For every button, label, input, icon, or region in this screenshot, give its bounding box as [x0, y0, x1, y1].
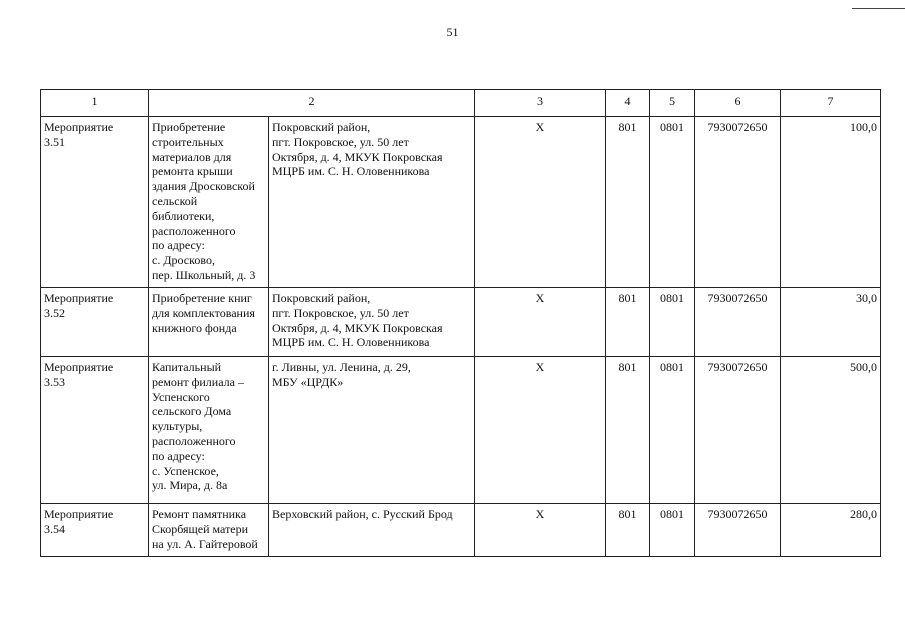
address-cell: [269, 117, 475, 288]
description-line: ремонта крыши: [152, 164, 233, 179]
description-line: пер. Школьный, д. 3: [152, 267, 256, 282]
description-line: на ул. А. Гайтеровой: [152, 536, 258, 551]
description-line: сельской: [152, 193, 198, 208]
address-line: МЦРБ им. С. Н. Оловенникова: [272, 164, 430, 179]
amount-cell: 100,0: [781, 117, 881, 288]
description-line: книжного фонда: [152, 320, 237, 335]
description-line: Успенского: [152, 389, 210, 404]
table-row: [41, 288, 881, 357]
description-line: по адресу:: [152, 448, 205, 463]
scan-edge-line: [852, 8, 905, 9]
event-cell: [41, 117, 149, 288]
description-line: расположенного: [152, 433, 236, 448]
table-row: [41, 357, 881, 504]
page-number: 51: [446, 25, 459, 39]
header-cell-1: 1: [41, 90, 149, 117]
address-line: Покровский район,: [272, 120, 371, 134]
description-line: Скорбящей матери: [152, 521, 249, 536]
address-line: Октября, д. 4, МКУК Покровская: [272, 320, 443, 335]
header-cell-3: 3: [475, 90, 606, 117]
description-line: культуры,: [152, 419, 203, 434]
address-line: Верховский район, с. Русский Брод: [272, 507, 453, 521]
event-cell: [41, 288, 149, 357]
col6-cell: 7930072650: [695, 504, 781, 557]
table-row: [41, 117, 881, 288]
event-number: 3.51: [44, 134, 65, 149]
header-cell-2: 2: [149, 90, 475, 117]
header-cell-5: 5: [650, 90, 695, 117]
event-cell: [41, 504, 149, 557]
event-label: Мероприятие: [44, 360, 114, 374]
address-cell: [269, 504, 475, 557]
col4-cell: 801: [606, 504, 650, 557]
address-line: Октября, д. 4, МКУК Покровская: [272, 149, 443, 164]
amount-cell: 30,0: [781, 288, 881, 357]
description-cell: [149, 357, 269, 504]
description-line: ремонт филиала –: [152, 374, 244, 389]
col3-cell: X: [475, 288, 606, 357]
description-line: библиотеки,: [152, 208, 215, 223]
col5-cell: 0801: [650, 117, 695, 288]
event-cell: [41, 357, 149, 504]
event-number: 3.53: [44, 374, 65, 389]
address-line: МБУ «ЦРДК»: [272, 374, 344, 389]
header-cell-7: 7: [781, 90, 881, 117]
header-row: [41, 90, 881, 117]
event-label: Мероприятие: [44, 291, 114, 305]
table-row: [41, 504, 881, 557]
address-line: г. Ливны, ул. Ленина, д. 29,: [272, 360, 411, 374]
description-line: с. Дросково,: [152, 253, 215, 268]
col4-cell: 801: [606, 357, 650, 504]
col4-cell: 801: [606, 117, 650, 288]
col3-cell: X: [475, 357, 606, 504]
description-line: Приобретение книг: [152, 291, 252, 305]
description-line: строительных: [152, 134, 224, 149]
col5-cell: 0801: [650, 288, 695, 357]
amount-cell: 500,0: [781, 357, 881, 504]
event-label: Мероприятие: [44, 120, 114, 134]
address-cell: [269, 288, 475, 357]
col6-cell: 7930072650: [695, 357, 781, 504]
col4-cell: 801: [606, 288, 650, 357]
description-line: с. Успенское,: [152, 463, 219, 478]
description-cell: [149, 288, 269, 357]
description-line: для комплектования: [152, 305, 255, 320]
description-cell: [149, 504, 269, 557]
address-line: Покровский район,: [272, 291, 371, 305]
header-cell-4: 4: [606, 90, 650, 117]
col3-cell: X: [475, 117, 606, 288]
event-number: 3.52: [44, 305, 65, 320]
description-line: Ремонт памятника: [152, 507, 247, 521]
col6-cell: 7930072650: [695, 288, 781, 357]
col5-cell: 0801: [650, 504, 695, 557]
address-line: пгт. Покровское, ул. 50 лет: [272, 305, 409, 320]
description-line: по адресу:: [152, 238, 205, 253]
address-line: МЦРБ им. С. Н. Оловенникова: [272, 335, 430, 350]
address-line: пгт. Покровское, ул. 50 лет: [272, 134, 409, 149]
description-line: ул. Мира, д. 8а: [152, 478, 228, 493]
description-cell: [149, 117, 269, 288]
amount-cell: 280,0: [781, 504, 881, 557]
description-line: материалов для: [152, 149, 232, 164]
event-label: Мероприятие: [44, 507, 114, 521]
col5-cell: 0801: [650, 357, 695, 504]
description-line: Приобретение: [152, 120, 226, 134]
col3-cell: X: [475, 504, 606, 557]
description-line: расположенного: [152, 223, 236, 238]
description-line: Капитальный: [152, 360, 222, 374]
data-table: [40, 89, 881, 557]
description-line: сельского Дома: [152, 404, 232, 419]
col6-cell: 7930072650: [695, 117, 781, 288]
address-cell: [269, 357, 475, 504]
event-number: 3.54: [44, 521, 65, 536]
description-line: здания Дросковской: [152, 179, 255, 194]
header-cell-6: 6: [695, 90, 781, 117]
